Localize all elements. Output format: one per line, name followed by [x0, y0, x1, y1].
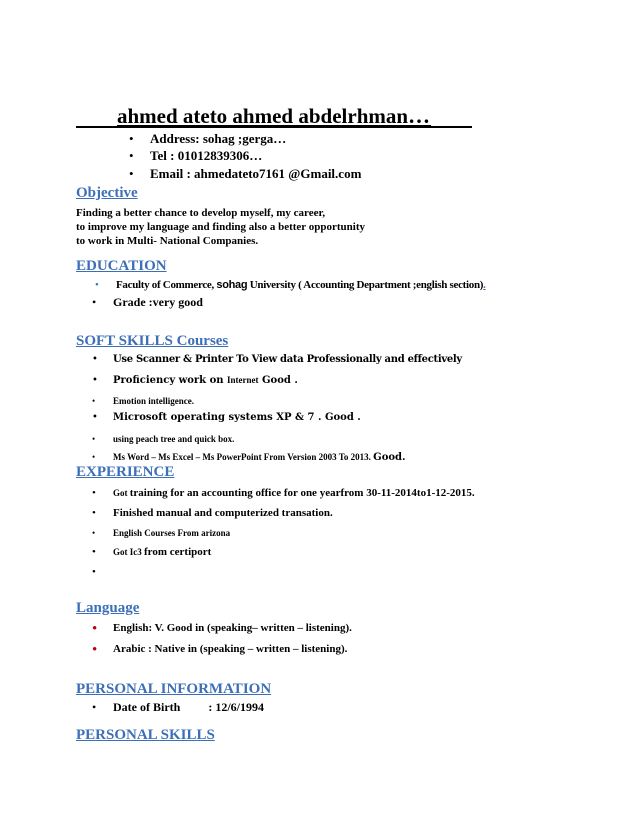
experience-ic3-post: from certiport [144, 546, 212, 558]
experience-item-manual: • Finished manual and computerized transation. [113, 507, 333, 519]
candidate-name-text: ahmed ateto ahmed abdelrhman [116, 104, 409, 128]
education-faculty-pre: Faculty of Commerce, [116, 279, 217, 291]
language-item-arabic: • Arabic : Native in (speaking – written – listening). [113, 643, 347, 655]
objective-line-1: Finding a better chance to develop myself, my career, [76, 207, 326, 219]
education-item-grade: • Grade :very good [113, 295, 203, 310]
soft-skill-internet [113, 375, 298, 386]
experience-item-english: • English Courses From arizona [113, 528, 230, 538]
soft-skill-scanner: • Use Scanner & Printer To View data Professionally and effectively [113, 354, 462, 365]
personal-info-dob [113, 700, 264, 715]
experience-ic3-pre: Got Ic3 [113, 547, 144, 557]
dob-value: : 12/6/1994 [208, 700, 264, 714]
contact-address: • Address: sohag ;gerga… [150, 131, 286, 147]
objective-line-3: to work in Multi- National Companies. [76, 235, 259, 247]
soft-skill-office [113, 452, 406, 463]
soft-skill-microsoft: • Microsoft operating systems XP & 7 . Good . [113, 412, 361, 423]
candidate-name-suffix: … [408, 103, 432, 128]
contact-email: • Email : ahmedateto7161 @Gmail.com [150, 166, 361, 182]
objective-heading: Objective [76, 185, 138, 201]
education-item-faculty [116, 279, 486, 291]
soft-skill-internet-mid: Internet [227, 375, 259, 385]
language-item-english: • English: V. Good in (speaking– written – listening). [113, 622, 352, 634]
education-faculty-post: University ( Accounting Department ;english section) [247, 279, 484, 291]
experience-item-ic3 [113, 546, 211, 558]
soft-skill-office-post: Good. [373, 452, 406, 463]
soft-skill-emotion: • Emotion intelligence. [113, 396, 194, 406]
experience-training-pre: Got [113, 488, 130, 498]
education-heading: EDUCATION [76, 258, 167, 274]
soft-skill-internet-post: Good . [258, 375, 298, 386]
education-faculty-sohag: sohag [216, 279, 248, 291]
education-faculty-tail: . [483, 279, 486, 291]
personal-skills-heading: PERSONAL SKILLS [76, 727, 215, 743]
experience-training-post: training for an accounting office for one yearfrom 30-11-2014to1-12-2015. [129, 487, 475, 499]
contact-phone: • Tel : 01012839306… [150, 148, 262, 164]
objective-line-2: to improve my language and finding also a better opportunity [76, 221, 365, 233]
soft-skills-heading: SOFT SKILLS Courses [76, 333, 229, 349]
soft-skill-office-pre: Ms Word – Ms Excel – Ms PowerPoint From Version 2003 To 2013. [113, 452, 374, 462]
soft-skill-peachtree: • using peach tree and quick box. [113, 434, 234, 444]
experience-item-training [113, 487, 475, 499]
candidate-name [76, 103, 472, 129]
dob-label: Date of Birth [113, 700, 181, 714]
experience-heading: EXPERIENCE [76, 464, 175, 480]
soft-skill-internet-pre: Proficiency work on [113, 375, 228, 386]
language-heading: Language [76, 600, 140, 616]
personal-info-heading: PERSONAL INFORMATION [76, 681, 272, 697]
